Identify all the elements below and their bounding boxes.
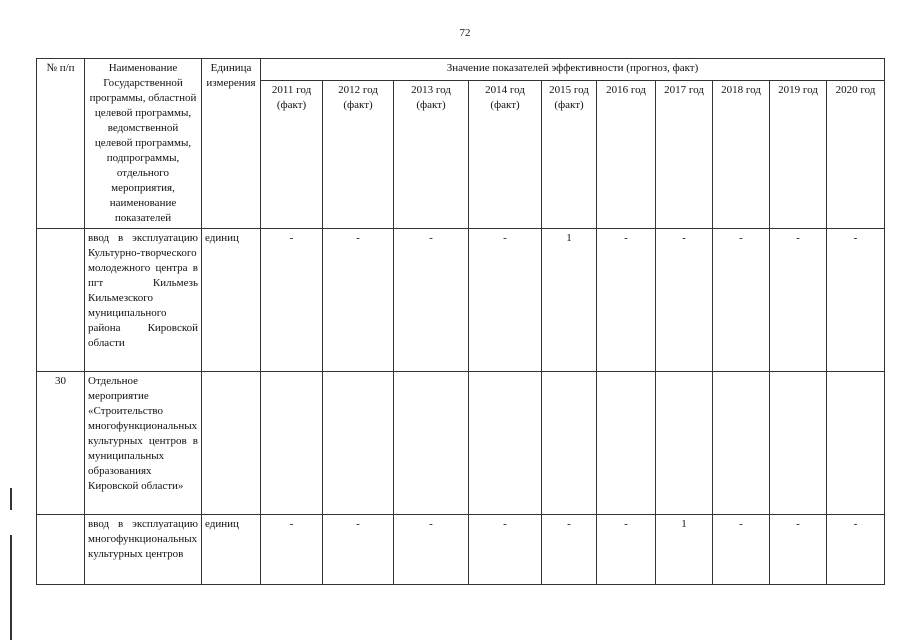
row-value <box>656 372 713 515</box>
row-value: - <box>542 515 597 585</box>
row-num: 30 <box>37 372 85 515</box>
row-value: - <box>394 229 469 372</box>
indicators-table <box>36 58 885 585</box>
row-value: - <box>770 229 827 372</box>
row-num <box>37 515 85 585</box>
row-value: - <box>713 515 770 585</box>
row-name: ввод в эксплуатацию Культурно-творческого молодежного центра в пгт Кильмезь Кильмезского муниципального района Кировской области <box>85 229 202 372</box>
row-value: - <box>261 515 323 585</box>
header-year: 2017 год <box>656 81 713 229</box>
margin-mark-top <box>10 488 12 510</box>
row-value: - <box>656 229 713 372</box>
row-value: - <box>261 229 323 372</box>
row-value: - <box>713 229 770 372</box>
row-value: 1 <box>542 229 597 372</box>
row-value: - <box>394 515 469 585</box>
header-year: 2018 год <box>713 81 770 229</box>
header-year: 2020 год <box>827 81 885 229</box>
table-row <box>37 515 885 585</box>
header-unit: Единица измерения <box>202 59 261 229</box>
row-unit <box>202 372 261 515</box>
page-number: 72 <box>459 27 471 39</box>
table-row <box>37 229 885 372</box>
row-value: - <box>597 515 656 585</box>
row-value: - <box>597 229 656 372</box>
row-value <box>323 372 394 515</box>
row-value: - <box>469 229 542 372</box>
header-num: № п/п <box>37 59 85 229</box>
header-year: 2019 год <box>770 81 827 229</box>
header-year: 2016 год <box>597 81 656 229</box>
table-row <box>37 372 885 515</box>
header-year: 2015 год (факт) <box>542 81 597 229</box>
header-year: 2013 год (факт) <box>394 81 469 229</box>
header-year: 2014 год (факт) <box>469 81 542 229</box>
row-value <box>542 372 597 515</box>
row-value <box>827 372 885 515</box>
row-value <box>770 372 827 515</box>
row-value <box>261 372 323 515</box>
header-year: 2011 год (факт) <box>261 81 323 229</box>
header-name: Наименование Государственной программы, областной целевой программы, ведомственной целевой программы, подпрограммы, отдельного мероприятия, наименование показателей <box>85 59 202 229</box>
header-values-group: Значение показателей эффективности (прогноз, факт) <box>261 59 885 81</box>
header-year: 2012 год (факт) <box>323 81 394 229</box>
row-value: - <box>827 229 885 372</box>
row-value <box>713 372 770 515</box>
row-value <box>469 372 542 515</box>
row-value <box>597 372 656 515</box>
row-value: - <box>469 515 542 585</box>
row-unit: единиц <box>202 515 261 585</box>
row-value: - <box>323 515 394 585</box>
row-name: Отдельное мероприятие «Строительство многофункциональных культурных центров в муниципальных образованиях Кировской области» <box>85 372 202 515</box>
row-name: ввод в эксплуатацию многофункциональных культурных центров <box>85 515 202 585</box>
row-value: - <box>770 515 827 585</box>
row-num <box>37 229 85 372</box>
row-value: - <box>323 229 394 372</box>
row-unit: единиц <box>202 229 261 372</box>
row-value: - <box>827 515 885 585</box>
row-value <box>394 372 469 515</box>
margin-mark-bottom <box>10 535 12 640</box>
row-value: 1 <box>656 515 713 585</box>
